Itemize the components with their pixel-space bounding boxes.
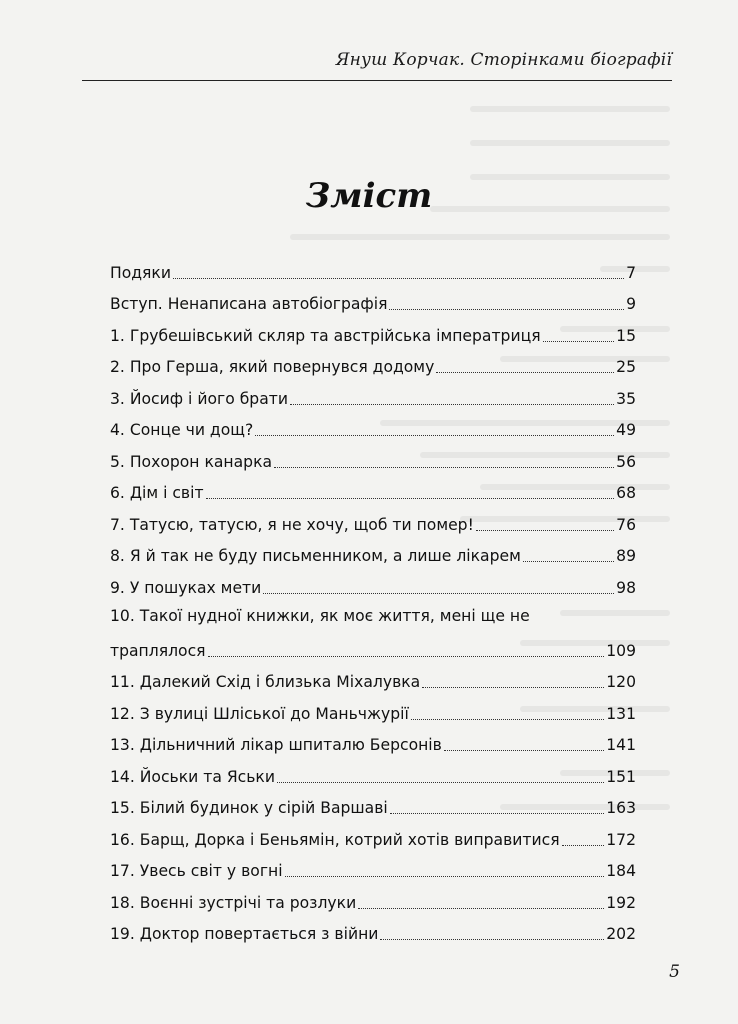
toc-entry-title: 18. Воєнні зустрічі та розлуки — [110, 893, 357, 912]
page-number: 5 — [669, 962, 680, 982]
toc-entry-page: 56 — [616, 452, 636, 471]
toc-entry-title: 6. Дім і світ — [110, 484, 204, 502]
toc-entry-page: 25 — [616, 358, 636, 376]
dot-leader — [380, 939, 604, 940]
toc-entry-page: 151 — [606, 767, 636, 786]
header-divider — [82, 80, 672, 81]
dot-leader — [444, 750, 604, 751]
toc-entry-title: Подяки — [110, 263, 171, 282]
toc-entry-page: 202 — [606, 925, 636, 943]
toc-entry[interactable] — [110, 566, 636, 598]
dot-leader — [274, 467, 614, 468]
dot-leader — [358, 908, 604, 909]
toc-entry-page: 163 — [606, 799, 636, 817]
toc-entry[interactable] — [110, 377, 636, 409]
toc-entry[interactable] — [110, 881, 636, 913]
toc-entry-title: 9. У пошуках мети — [110, 578, 262, 597]
toc-entry-page: 109 — [606, 641, 636, 660]
toc-entry-page: 172 — [606, 830, 636, 849]
toc-entry[interactable] — [110, 472, 636, 504]
dot-leader — [436, 372, 614, 373]
toc-entry-title-line2: траплялося — [110, 641, 206, 660]
toc-entry[interactable] — [110, 598, 636, 661]
dot-leader — [523, 561, 614, 562]
table-of-contents — [110, 251, 636, 944]
dot-leader — [208, 656, 605, 657]
toc-entry[interactable] — [110, 692, 636, 724]
dot-leader — [411, 719, 604, 720]
toc-entry-page: 192 — [606, 893, 636, 912]
toc-entry-page: 49 — [616, 421, 636, 439]
dot-leader — [422, 687, 604, 688]
toc-entry[interactable] — [110, 661, 636, 693]
toc-entry[interactable] — [110, 251, 636, 283]
toc-entry-title: 16. Барщ, Дорка і Беньямін, котрий хотів виправитися — [110, 830, 560, 849]
dot-leader — [173, 278, 624, 279]
toc-entry-title: 11. Далекий Схід і близька Міхалувка — [110, 673, 421, 691]
toc-entry-title: 2. Про Герша, який повернувся додому — [110, 358, 435, 376]
toc-entry[interactable] — [110, 283, 636, 315]
dot-leader — [255, 435, 614, 436]
dot-leader — [285, 876, 605, 877]
dot-leader — [290, 404, 614, 405]
toc-entry-title: 12. З вулиці Шліської до Маньчжурії — [110, 704, 409, 723]
toc-entry[interactable] — [110, 787, 636, 819]
dot-leader — [543, 341, 615, 342]
toc-entry-title: 5. Похорон канарка — [110, 452, 273, 471]
toc-entry[interactable] — [110, 440, 636, 472]
toc-entry-page: 89 — [616, 547, 636, 565]
toc-entry-title: 3. Йосиф і його брати — [110, 389, 288, 408]
dot-leader — [206, 498, 615, 499]
dot-leader — [476, 530, 614, 531]
toc-entry-title: Вступ. Ненаписана автобіографія — [110, 295, 388, 313]
toc-entry-page: 35 — [616, 389, 636, 408]
toc-entry[interactable] — [110, 850, 636, 882]
toc-entry[interactable] — [110, 409, 636, 441]
toc-entry-page: 131 — [606, 704, 636, 723]
toc-entry-title: 19. Доктор повертається з війни — [110, 925, 379, 943]
toc-entry-page: 9 — [626, 295, 636, 313]
toc-entry-title: 1. Грубешівський скляр та австрійська імператриця — [110, 326, 541, 345]
toc-entry[interactable] — [110, 724, 636, 756]
dot-leader — [389, 309, 624, 310]
toc-entry-page: 76 — [616, 515, 636, 534]
toc-entry[interactable] — [110, 913, 636, 945]
toc-entry[interactable] — [110, 755, 636, 787]
toc-entry-page: 15 — [616, 326, 636, 345]
toc-entry[interactable] — [110, 346, 636, 378]
toc-entry-title: 15. Білий будинок у сірій Варшаві — [110, 799, 388, 817]
toc-entry-page: 98 — [616, 578, 636, 597]
toc-entry[interactable] — [110, 535, 636, 567]
toc-entry-second-line — [110, 629, 636, 661]
toc-entry-title: 8. Я й так не буду письменником, а лише лікарем — [110, 547, 521, 565]
running-header: Януш Корчак. Сторінками біографії — [335, 50, 672, 70]
toc-entry-title: 7. Татусю, татусю, я не хочу, щоб ти помер! — [110, 515, 474, 534]
dot-leader — [263, 593, 614, 594]
dot-leader — [562, 845, 605, 846]
toc-entry[interactable] — [110, 503, 636, 535]
toc-entry-page: 68 — [616, 484, 636, 502]
toc-entry-title: 13. Дільничний лікар шпиталю Берсонів — [110, 736, 442, 754]
toc-entry-title: 14. Йоськи та Яськи — [110, 767, 275, 786]
toc-entry-title-line1: 10. Такої нудної книжки, як моє життя, мені ще не — [110, 606, 530, 625]
toc-entry[interactable] — [110, 818, 636, 850]
toc-entry-page: 120 — [606, 673, 636, 691]
toc-entry-page: 141 — [606, 736, 636, 754]
dot-leader — [390, 813, 604, 814]
toc-title: Зміст — [305, 176, 433, 216]
toc-entry-title: 17. Увесь світ у вогні — [110, 862, 283, 880]
toc-entry-page: 184 — [606, 862, 636, 880]
toc-entry-title: 4. Сонце чи дощ? — [110, 421, 254, 439]
dot-leader — [277, 782, 604, 783]
toc-entry[interactable] — [110, 314, 636, 346]
toc-entry-page: 7 — [626, 263, 636, 282]
